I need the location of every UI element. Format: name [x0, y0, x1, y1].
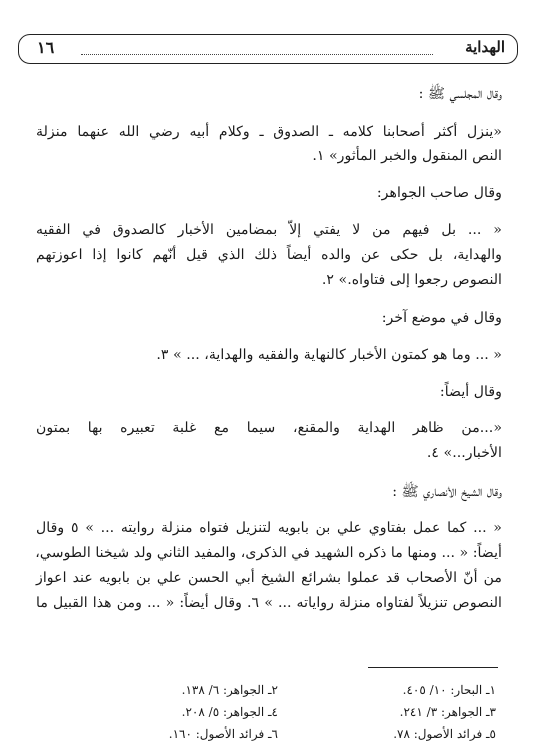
footnote-text: ـ الجواهر: ٦/ ١٣٨. — [181, 683, 272, 697]
text-line: « ... وما هو كمتون الأخبار كالنهاية والفقيه والهداية، ... » ٣. — [156, 347, 502, 363]
page-number: ١٦ — [37, 38, 55, 57]
text-line: النصوص تنزيلاً لفتاواه منزلة رواياته ... » ٦. وقال أيضاً: « ... ومن هذا القبيل ما — [36, 595, 502, 611]
text-line: أيضاً: « ... ومنها ما ذكره الشهيد في الذكرى، والمفيد الثاني ولد شيخنا الطوسي، — [35, 545, 502, 561]
footnote — [182, 682, 278, 698]
footnote-text: ـ البحار: ١٠/ ٤٠٥. — [402, 683, 490, 697]
text-line: والهداية، بل حكى عن والده أيضاً ذلك الذي قيل أنّهم كانوا إذا اعوزتهم — [36, 247, 502, 263]
footnote — [169, 726, 278, 742]
footnote-text: ـ فرائد الأصول: ٧٨. — [393, 727, 490, 741]
text-line: « ... كما عمل بفتاوي علي بن بابويه لتنزيل فتواه منزلة روايته ... » ٥ وقال — [36, 520, 502, 536]
footnote-number: ٥ — [489, 727, 496, 741]
footnote-number: ٢ — [271, 683, 278, 697]
text-line: «ينزل أكثر أصحابنا كلامه ـ الصدوق ـ وكلام أبيه رضي الله عنهما منزلة — [36, 124, 502, 140]
text-line: « ... بل فيهم من لا يفتي إلاّ بمضامين الأخبار كالصدوق في الفقيه — [36, 222, 502, 238]
footnote — [182, 704, 278, 720]
running-header — [18, 34, 518, 64]
footnote — [400, 704, 496, 720]
footnote-text: ـ الجواهر: ٣/ ٢٤١. — [399, 705, 490, 719]
footnote — [403, 682, 496, 698]
text-line: النصوص رجعوا إلى فتاواه.» ٢. — [321, 272, 502, 288]
text-line: من أنّ الأصحاب قد عملوا بشرائع الشيخ أبي الحسن علي بن بابويه عند اعواز — [36, 570, 502, 586]
footnote-number: ١ — [489, 683, 496, 697]
footnote — [393, 726, 496, 742]
text-line: النص المنقول والخبر المأثور» ١. — [312, 148, 502, 164]
footnote-number: ٤ — [271, 705, 278, 719]
text-line: وقال في موضع آخر: — [381, 310, 502, 326]
footnote-number: ٦ — [271, 727, 278, 741]
text-line: وقال أيضاً: — [439, 384, 502, 400]
footnote-text: ـ الجواهر: ٥/ ٢٠٨. — [181, 705, 272, 719]
footnote-separator — [368, 667, 498, 668]
header-title: الهداية — [465, 38, 505, 56]
footnote-text: ـ فرائد الأصول: ١٦٠. — [168, 727, 272, 741]
text-line: وقال المجلسي ﷺ : — [418, 86, 502, 102]
header-dotted-leader — [81, 54, 433, 55]
footnote-number: ٣ — [489, 705, 496, 719]
text-line: وقال صاحب الجواهر: — [376, 185, 502, 201]
text-line: «...من ظاهر الهداية والمقنع، سيما مع غلبة تعبيره بها بمتون — [36, 420, 502, 436]
text-line: الأخبار...» ٤. — [426, 445, 502, 461]
text-line: وقال الشيخ الأنصاري ﷺ : — [392, 484, 502, 500]
